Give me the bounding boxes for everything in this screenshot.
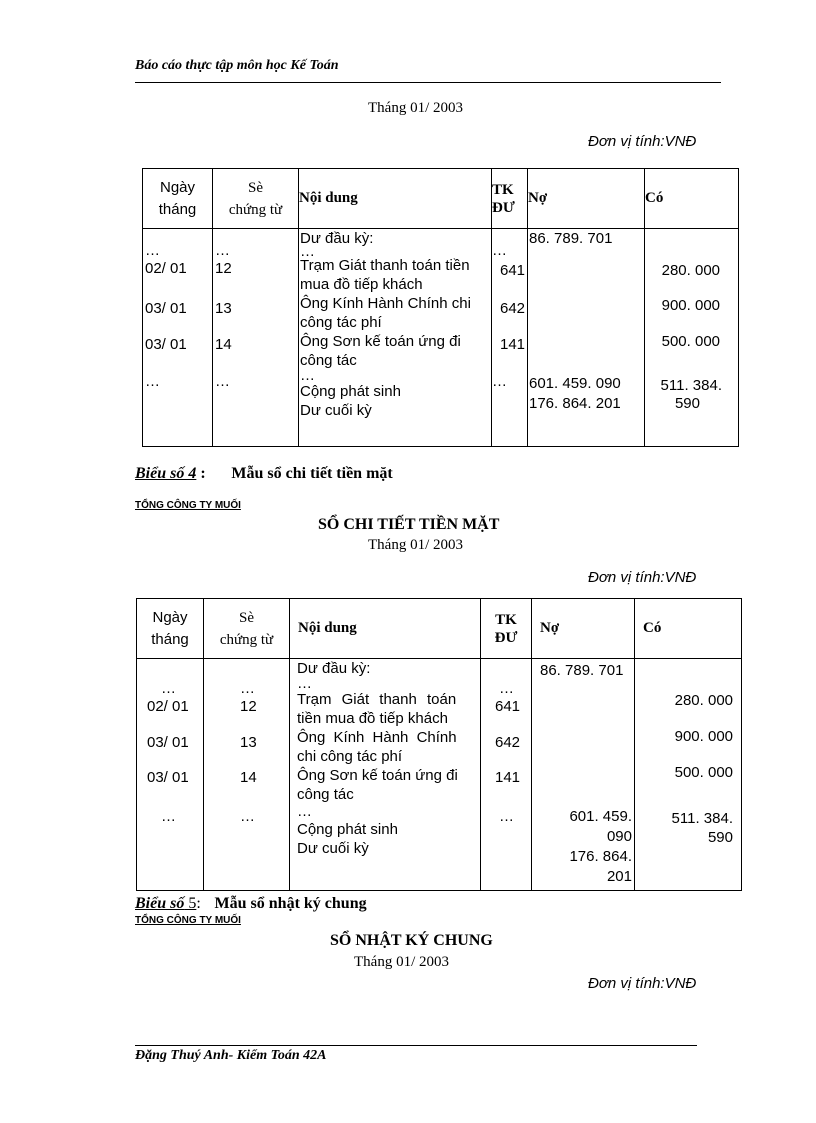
date-entry: … (161, 808, 176, 825)
content-line: Trạm Giát thanh toán (297, 691, 457, 708)
content-line: Dư cuối kỳ (297, 840, 369, 857)
debit-entry: 176. 864. 201 (529, 395, 621, 412)
voucher-entry: 13 (240, 734, 257, 751)
content-line: công tác (300, 352, 357, 369)
date-entry: 03/ 01 (147, 769, 189, 786)
content-cell (299, 229, 492, 447)
table-body-row (143, 229, 739, 447)
content-line: chi công tác phí (297, 748, 403, 765)
credit-entry: 280. 000 (674, 692, 733, 709)
content-line: Dư cuối kỳ (300, 402, 372, 419)
col-debit-header: Nợ (528, 169, 645, 229)
page-header: Báo cáo thực tập môn học Kế Toán (135, 58, 339, 73)
content-line: Ông Kính Hành Chính chi (300, 295, 471, 312)
table-body-row (137, 659, 742, 891)
content-line: Ông Sơn kế toán ứng đi (297, 767, 458, 784)
section1-unit: Đơn vị tính:VNĐ (588, 133, 697, 150)
col-date-header: Ngày tháng (137, 599, 204, 659)
voucher-entry: … (240, 680, 255, 697)
section2-title: SỔ CHI TIẾT TIỀN MẶT (318, 516, 500, 533)
debit-entry: 201 (606, 868, 632, 885)
caption-5 (135, 895, 367, 913)
account-cell (481, 659, 532, 891)
debit-entry: 86. 789. 701 (529, 230, 613, 247)
credit-entry: 590 (707, 829, 733, 846)
section2-company: TỔNG CÔNG TY MUỐI (135, 500, 241, 511)
account-entry: 642 (495, 734, 521, 751)
section2-unit: Đơn vị tính:VNĐ (588, 569, 697, 586)
ledger-table-2 (136, 598, 742, 891)
voucher-entry: 12 (240, 698, 257, 715)
date-entry: … (145, 242, 160, 259)
caption-4-sep: : (196, 465, 206, 482)
col-credit-header: Có (645, 169, 739, 229)
date-entry: 03/ 01 (145, 336, 187, 353)
col-content-header: Nội dung (290, 599, 481, 659)
content-line: Dư đầu kỳ: (300, 230, 374, 247)
caption-5-sep: : (196, 895, 201, 912)
date-entry: 02/ 01 (145, 260, 187, 277)
content-line: … (300, 243, 315, 260)
content-line: Ông Sơn kế toán ứng đi (300, 333, 461, 350)
credit-entry: 280. 000 (661, 262, 720, 279)
credit-entry: 500. 000 (674, 764, 733, 781)
date-entry: 03/ 01 (145, 300, 187, 317)
col-voucher-header: Sè chứng từ (213, 169, 299, 229)
col-date-header: Ngày tháng (143, 169, 213, 229)
content-cell (290, 659, 481, 891)
debit-entry: 601. 459. (569, 808, 632, 825)
debit-entry: 86. 789. 701 (540, 662, 624, 679)
voucher-entry: … (215, 242, 230, 259)
date-entry: 03/ 01 (147, 734, 189, 751)
debit-cell (528, 229, 645, 447)
account-entry: 642 (500, 300, 526, 317)
voucher-cell (213, 229, 299, 447)
caption-5-num: 5 (184, 895, 197, 912)
col-debit-header: Nợ (532, 599, 635, 659)
voucher-cell (204, 659, 290, 891)
account-entry: … (499, 680, 514, 697)
date-entry: 02/ 01 (147, 698, 189, 715)
account-entry: … (492, 373, 507, 390)
account-entry: 141 (495, 769, 521, 786)
credit-cell (645, 229, 739, 447)
caption-4-title: Mẫu sổ chi tiết tiền mặt (231, 465, 393, 482)
content-line: Dư đầu kỳ: (297, 660, 371, 677)
section3-company: TỔNG CÔNG TY MUỐI (135, 915, 241, 926)
date-cell (143, 229, 213, 447)
voucher-entry: … (215, 373, 230, 390)
content-line: … (297, 675, 312, 692)
account-entry: 641 (495, 698, 521, 715)
content-line: Cộng phát sinh (300, 383, 401, 400)
account-cell (492, 229, 528, 447)
footer-rule (135, 1045, 697, 1046)
content-line: mua đồ tiếp khách (300, 276, 423, 293)
col-account-header: TK ĐƯ (481, 599, 532, 659)
col-content-header: Nội dung (299, 169, 492, 229)
account-entry: 141 (500, 336, 526, 353)
voucher-entry: 12 (215, 260, 232, 277)
table-header-row (137, 599, 742, 659)
caption-5-title: Mẫu sổ nhật ký chung (214, 895, 367, 912)
date-entry: … (145, 373, 160, 390)
date-entry: … (161, 680, 176, 697)
content-line: công tác phí (300, 314, 382, 331)
content-line: … (300, 367, 315, 384)
caption-5-label: Biểu số (135, 895, 185, 912)
date-cell (137, 659, 204, 891)
caption-4-label: Biểu số 4 (135, 465, 197, 482)
col-credit-header: Có (635, 599, 742, 659)
credit-entry: 900. 000 (661, 297, 720, 314)
section3-title: SỔ NHẬT KÝ CHUNG (330, 932, 493, 949)
header-rule (135, 82, 721, 83)
credit-entry: 511. 384. (660, 377, 722, 394)
credit-entry: 511. 384. (671, 810, 733, 827)
col-voucher-header: Sè chứng từ (204, 599, 290, 659)
account-entry: … (499, 808, 514, 825)
credit-entry: 500. 000 (661, 333, 720, 350)
credit-entry: 590 (674, 395, 700, 412)
section3-month: Tháng 01/ 2003 (354, 954, 449, 970)
debit-cell (532, 659, 635, 891)
debit-entry: 090 (606, 828, 632, 845)
content-line: Trạm Giát thanh toán tiền (300, 257, 470, 274)
voucher-entry: 14 (240, 769, 257, 786)
voucher-entry: 13 (215, 300, 232, 317)
table-header-row (143, 169, 739, 229)
content-line: … (297, 803, 312, 820)
section1-month: Tháng 01/ 2003 (368, 100, 463, 116)
credit-cell (635, 659, 742, 891)
content-line: công tác (297, 786, 354, 803)
content-line: Ông Kính Hành Chính (297, 729, 457, 746)
credit-entry: 900. 000 (674, 728, 733, 745)
debit-entry: 176. 864. (569, 848, 632, 865)
col-account-header: TK ĐƯ (492, 169, 528, 229)
content-line: Cộng phát sinh (297, 821, 398, 838)
voucher-entry: 14 (215, 336, 232, 353)
section3-unit: Đơn vị tính:VNĐ (588, 975, 697, 992)
section2-month: Tháng 01/ 2003 (368, 537, 463, 553)
page-footer: Đặng Thuý Anh- Kiểm Toán 42A (135, 1048, 327, 1063)
caption-4 (135, 465, 393, 483)
ledger-table-1 (142, 168, 739, 447)
account-entry: … (492, 242, 507, 259)
debit-entry: 601. 459. 090 (529, 375, 621, 392)
account-entry: 641 (500, 262, 526, 279)
voucher-entry: … (240, 808, 255, 825)
content-line: tiền mua đồ tiếp khách (297, 710, 448, 727)
